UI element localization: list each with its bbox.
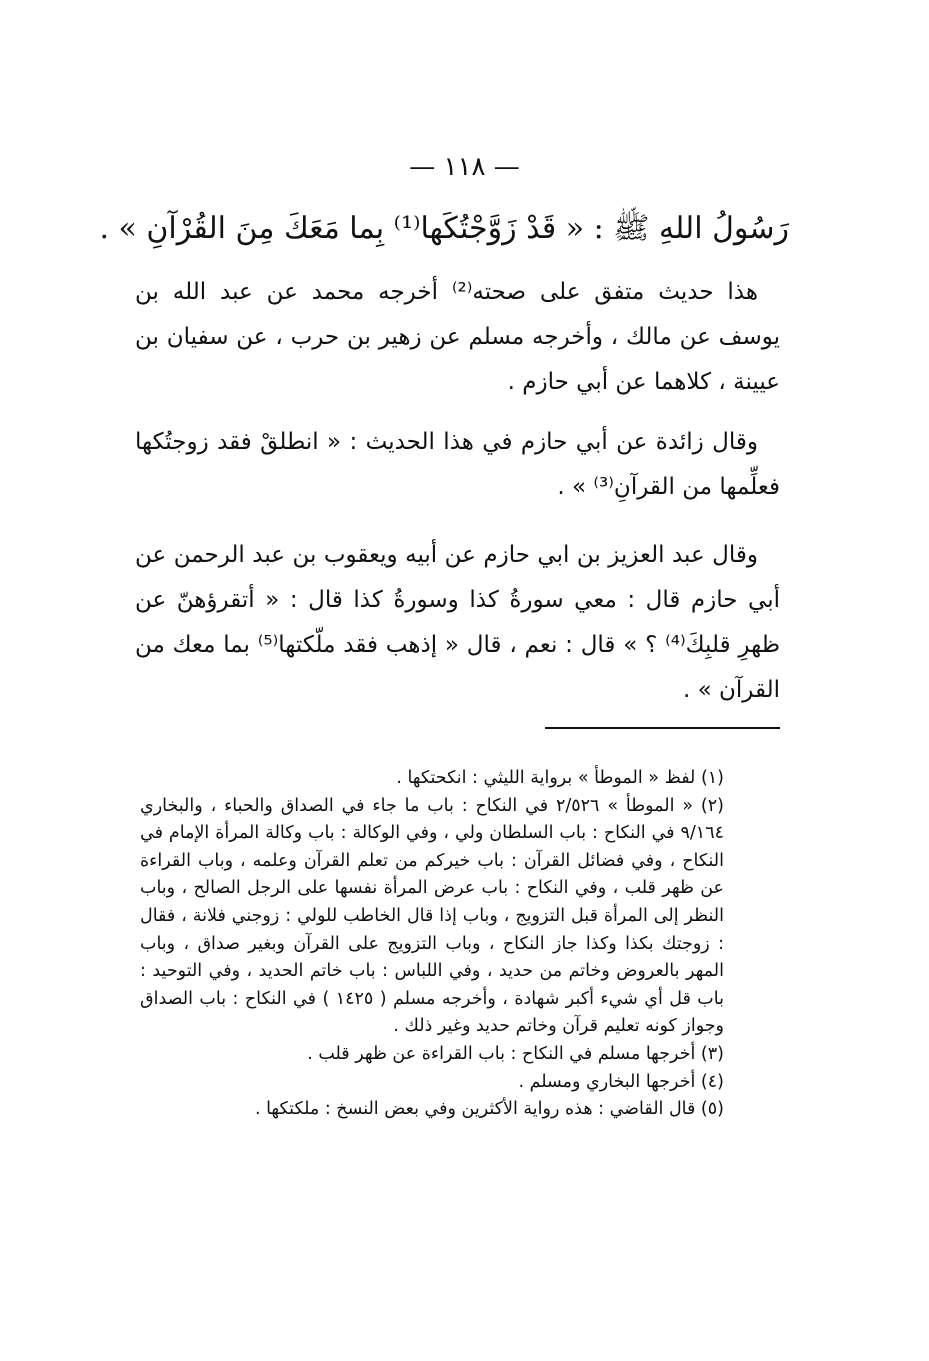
paragraph-3-text: وقال عبد العزيز بن ابي حازم عن أبيه ويعقوب بن عبد الرحمن عن أبي حازم قال : معي سورةُ كذا وسورةُ كذا قال : « أتقرؤهنّ عن ظهرِ قلبِكَ⁽⁴⁾ ؟ » قال : نعم ، قال « إذهب فقد ملّكتها⁽⁵⁾ بما معك من القرآن » . [135, 542, 780, 703]
footnotes-section [140, 765, 780, 1124]
paragraph-2 [135, 420, 780, 510]
paragraph-2-text: وقال زائدة عن أبي حازم في هذا الحديث : « انطلقْ فقد زوجتُكها فعلِّمها من القرآنِ⁽³⁾ » . [135, 429, 780, 500]
footnote-2: (٢) « الموطأ » ٢/٥٢٦ في النكاح : باب ما جاء في الصداق والحباء ، والبخاري ٩/١٦٤ في النكاح : باب السلطان ولي ، وفي الوكالة : باب وكالة المرأة الإمام في النكاح ، وفي فضائل القرآن : باب خيركم من تعلم القرآن وعلمه ، وباب القراءة عن ظهر قلب ، وفي النكاح : باب عرض المرأة نفسها على الرجل الصالح ، وباب النظر إلى المرأة قبل التزويج ، وباب إذا قال الخاطب للولي : زوجني فلانة ، فقال : زوجتك بكذا وكذا جاز النكاح ، وباب التزويج على القرآن وبغير صداق ، وباب المهر بالعروض وخاتم من حديد ، وفي اللباس : باب خاتم الحديد ، وفي التوحيد : باب قل أي شيء أكبر شهادة ، وأخرجه مسلم ( ١٤٢٥ ) في النكاح : باب الصداق وجواز كونه تعليم قرآن وخاتم حديد وغير ذلك . [140, 795, 724, 1037]
paragraph-3 [135, 533, 780, 713]
footnote-3: (٣) أخرجها مسلم في النكاح : باب القراءة عن ظهر قلب . [307, 1043, 724, 1064]
footnote-divider [545, 727, 780, 729]
footnote-5: (٥) قال القاضي : هذه رواية الأكثرين وفي بعض النسخ : ملكتكها . [254, 1099, 724, 1120]
paragraph-1-text: هذا حديث متفق على صحته⁽²⁾ أخرجه محمد عن عبد الله بن يوسف عن مالك ، وأخرجه مسلم عن زهير بن حرب ، عن سفيان بن عيينة ، كلاهما عن أبي حازم . [135, 279, 780, 395]
paragraph-1 [135, 270, 780, 405]
page-number: — ١١٨ — [409, 152, 520, 182]
footnote-1: (١) لفظ « الموطأ » برواية الليثي : انكحتكها . [396, 768, 724, 788]
footnote-4: (٤) أخرجها البخاري ومسلم . [518, 1071, 724, 1092]
hadith-quote-line: رَسُولُ اللهِ ﷺ : « قَدْ زَوَّجْتُكَها⁽¹⁾ بِما مَعَكَ مِنَ القُرْآنِ » . [99, 211, 789, 246]
